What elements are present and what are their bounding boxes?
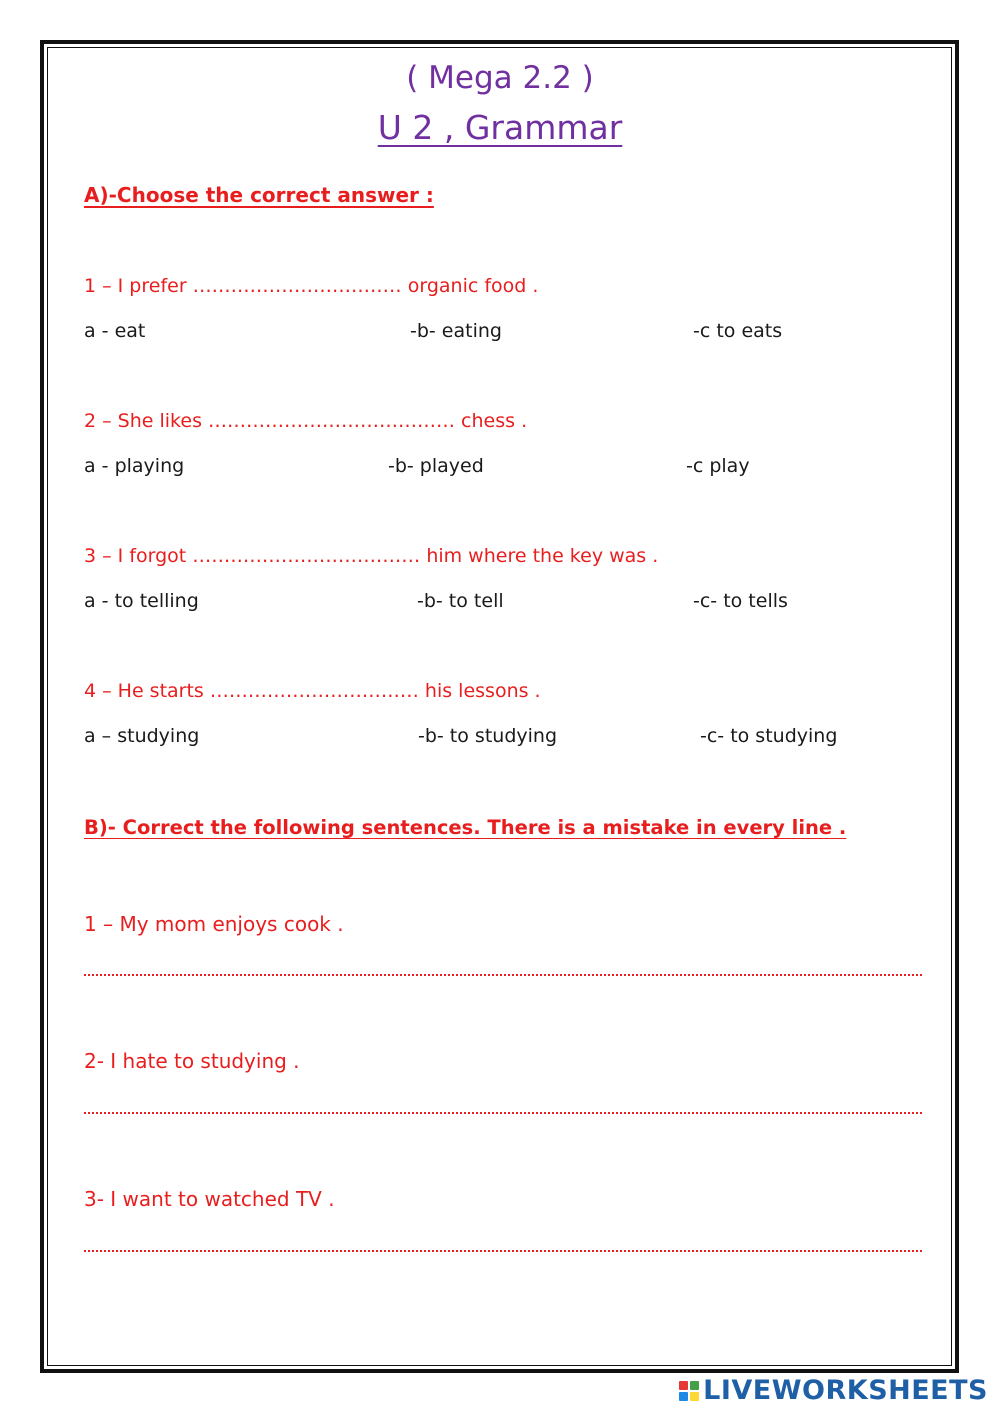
section-b-heading: B)- Correct the following sentences. There is a mistake in every line . (84, 816, 847, 839)
sentence-2: 2- I hate to studying . (84, 1049, 300, 1073)
question-2-option-a[interactable]: a - playing (84, 455, 185, 477)
page-title-text: U 2 , Grammar (377, 108, 623, 147)
answer-line-2[interactable] (84, 1108, 922, 1114)
question-4-option-c[interactable]: -c- to studying (700, 725, 838, 747)
question-2-option-b[interactable]: -b- played (388, 455, 484, 477)
question-4-option-b[interactable]: -b- to studying (418, 725, 558, 747)
question-4: 4 – He starts …………………………… his lessons . (84, 680, 541, 702)
page-title (0, 108, 1000, 147)
liveworksheets-logo-text: LIVEWORKSHEETS (703, 1375, 988, 1406)
question-2-option-c[interactable]: -c play (686, 455, 750, 477)
question-1-option-c[interactable]: -c to eats (693, 320, 783, 342)
answer-line-3[interactable] (84, 1246, 922, 1252)
liveworksheets-logo (679, 1375, 988, 1406)
question-1-option-a[interactable]: a - eat (84, 320, 146, 342)
question-3-option-a[interactable]: a - to telling (84, 590, 199, 612)
liveworksheets-logo-icon (679, 1381, 699, 1401)
sentence-1: 1 – My mom enjoys cook . (84, 912, 344, 936)
answer-line-1[interactable] (84, 970, 922, 976)
question-4-option-a[interactable]: a – studying (84, 725, 200, 747)
question-3: 3 – I forgot ……………………………… him where the key was . (84, 545, 659, 567)
question-1-option-b[interactable]: -b- eating (410, 320, 502, 342)
question-3-option-b[interactable]: -b- to tell (417, 590, 504, 612)
section-a-heading: A)-Choose the correct answer : (84, 183, 434, 207)
worksheet-code: ( Mega 2.2 ) (406, 60, 594, 96)
page-border-inner (47, 47, 952, 1366)
question-1: 1 – I prefer …………………………… organic food . (84, 275, 539, 297)
sentence-3: 3- I want to watched TV . (84, 1187, 335, 1211)
question-2: 2 – She likes ………………………………… chess . (84, 410, 528, 432)
question-3-option-c[interactable]: -c- to tells (693, 590, 788, 612)
